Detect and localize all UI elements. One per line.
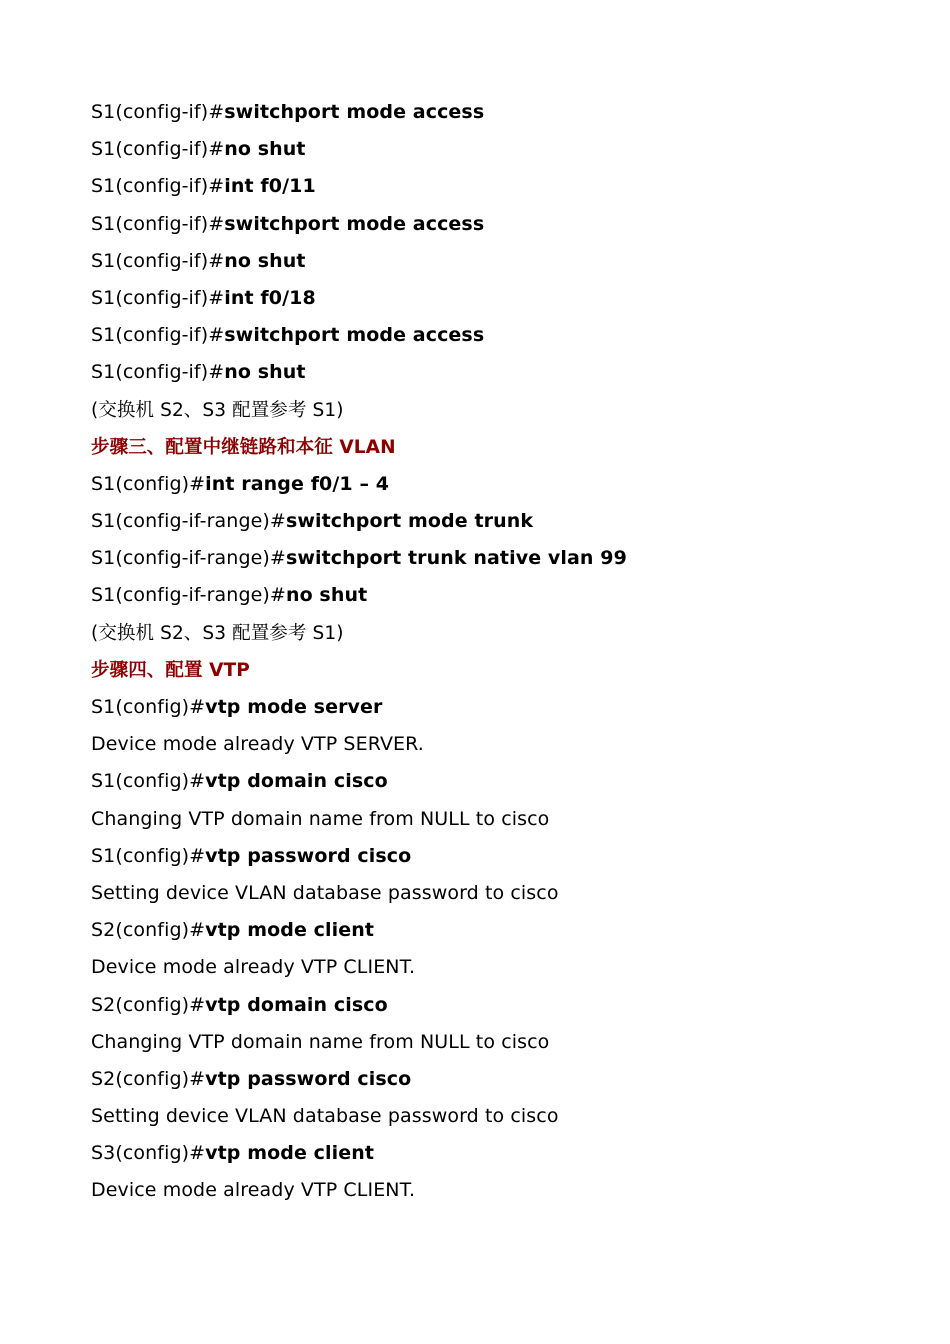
cli-command: switchport mode access bbox=[224, 212, 485, 235]
cli-prompt: S1(config-if)# bbox=[91, 249, 225, 272]
command-line bbox=[91, 689, 911, 726]
cli-command: switchport mode access bbox=[224, 101, 485, 123]
document-body bbox=[91, 94, 911, 1210]
cli-command: no shut bbox=[224, 138, 306, 161]
cli-prompt: S1(config-if-range)# bbox=[91, 584, 286, 607]
cli-output: Changing VTP domain name from NULL to cisco bbox=[91, 807, 550, 830]
command-line bbox=[91, 763, 911, 800]
cli-prompt: S1(config-if)# bbox=[91, 361, 225, 384]
command-line bbox=[91, 280, 911, 317]
cli-command: switchport mode access bbox=[224, 324, 485, 347]
command-line bbox=[91, 1135, 911, 1172]
command-line bbox=[91, 987, 911, 1024]
command-line bbox=[91, 466, 911, 503]
command-line bbox=[91, 1061, 911, 1098]
cli-command: int f0/11 bbox=[224, 175, 316, 198]
command-line bbox=[91, 206, 911, 243]
cli-command: vtp mode server bbox=[205, 696, 383, 718]
cli-prompt: S1(config-if-range)# bbox=[91, 547, 286, 570]
command-line bbox=[91, 317, 911, 354]
command-line bbox=[91, 838, 911, 875]
command-line bbox=[91, 94, 911, 131]
command-line bbox=[91, 354, 911, 391]
cli-prompt: S3(config)# bbox=[91, 1142, 206, 1165]
cli-prompt: S1(config-if)# bbox=[91, 212, 225, 235]
cli-prompt: S1(config)# bbox=[91, 844, 206, 867]
cli-command: vtp mode client bbox=[205, 1142, 375, 1165]
cli-output: Changing VTP domain name from NULL to cisco bbox=[91, 1030, 550, 1053]
cli-prompt: S1(config-if)# bbox=[91, 138, 225, 161]
cli-prompt: S2(config)# bbox=[91, 1067, 206, 1090]
command-line bbox=[91, 503, 911, 540]
cli-command: vtp domain cisco bbox=[205, 770, 388, 793]
cli-prompt: S2(config)# bbox=[91, 919, 206, 942]
cli-command: no shut bbox=[285, 584, 368, 607]
command-line bbox=[91, 577, 911, 614]
cli-output: Device mode already VTP CLIENT. bbox=[91, 1179, 416, 1202]
cli-command: switchport trunk native vlan 99 bbox=[285, 547, 627, 570]
cli-command: switchport mode trunk bbox=[285, 510, 534, 533]
cli-command: int f0/18 bbox=[224, 286, 316, 309]
cli-prompt: S1(config-if)# bbox=[91, 175, 225, 198]
cli-prompt: S1(config-if)# bbox=[91, 286, 225, 309]
cli-output: Device mode already VTP SERVER. bbox=[91, 733, 424, 756]
cli-command: no shut bbox=[224, 249, 306, 272]
cli-command: int range f0/1 – 4 bbox=[205, 472, 390, 495]
cli-output: Setting device VLAN database password to cisco bbox=[91, 1105, 559, 1128]
command-line bbox=[91, 912, 911, 949]
config-note: (交换机 S2、S3 配置参考 S1) bbox=[91, 399, 344, 421]
step-heading: 步骤四、配置 VTP bbox=[91, 659, 250, 681]
config-note: (交换机 S2、S3 配置参考 S1) bbox=[91, 622, 344, 644]
cli-command: no shut bbox=[224, 361, 306, 384]
cli-command: vtp password cisco bbox=[205, 1067, 412, 1090]
cli-prompt: S1(config-if)# bbox=[91, 324, 225, 347]
cli-prompt: S2(config)# bbox=[91, 993, 206, 1016]
command-line bbox=[91, 131, 911, 168]
command-line bbox=[91, 168, 911, 205]
step-heading: 步骤三、配置中继链路和本征 VLAN bbox=[91, 436, 396, 458]
cli-command: vtp mode client bbox=[205, 919, 375, 942]
cli-prompt: S1(config)# bbox=[91, 770, 206, 793]
command-line bbox=[91, 243, 911, 280]
cli-prompt: S1(config)# bbox=[91, 472, 206, 495]
cli-command: vtp password cisco bbox=[205, 844, 412, 867]
cli-output: Device mode already VTP CLIENT. bbox=[91, 956, 416, 979]
cli-prompt: S1(config-if-range)# bbox=[91, 510, 286, 533]
command-line bbox=[91, 540, 911, 577]
cli-prompt: S1(config)# bbox=[91, 696, 206, 718]
cli-command: vtp domain cisco bbox=[205, 993, 388, 1016]
cli-output: Setting device VLAN database password to cisco bbox=[91, 881, 559, 904]
cli-prompt: S1(config-if)# bbox=[91, 101, 225, 123]
